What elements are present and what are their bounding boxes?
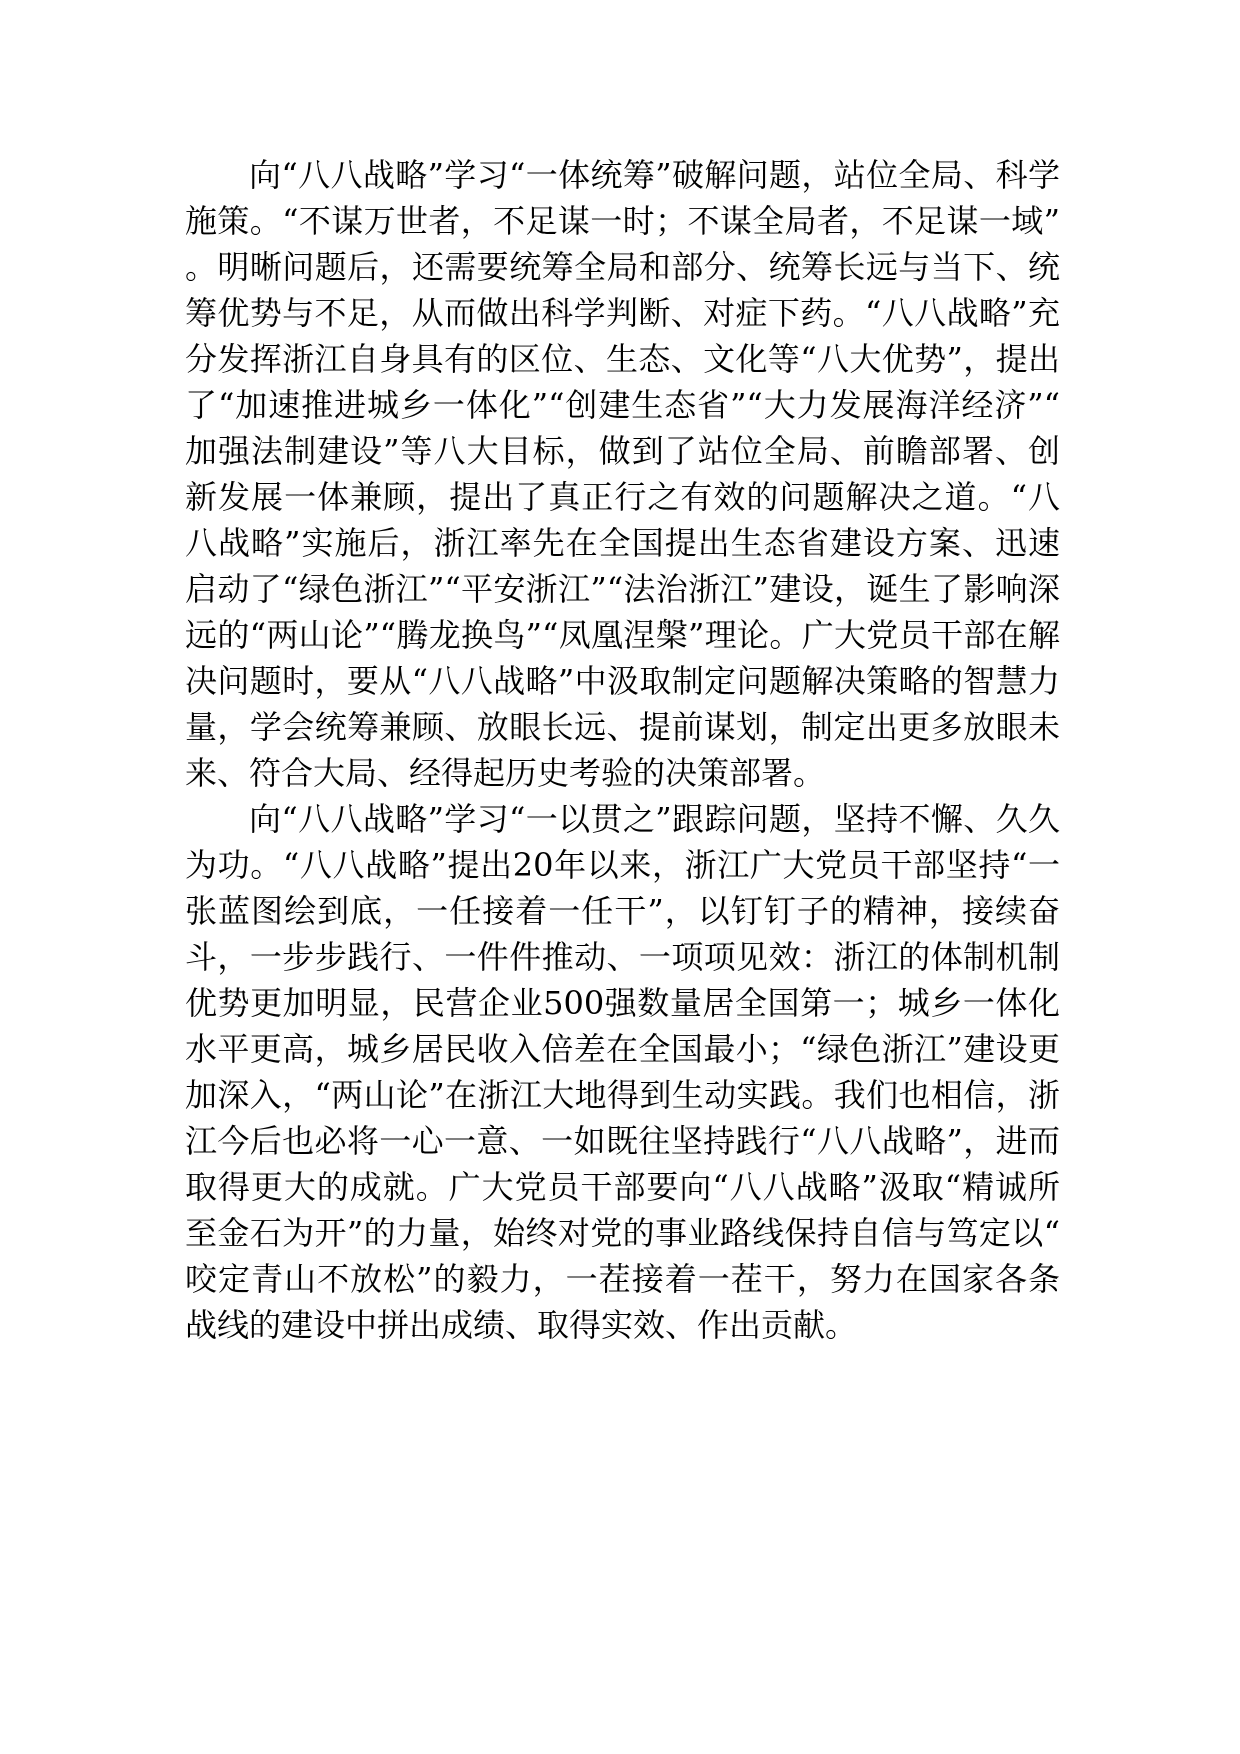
document-body: [185, 152, 1060, 1348]
paragraph-yiti-tongchou: 向“八八战略”学习“一体统筹”破解问题，站位全局、科学施策。“不谋万世者，不足谋一时；不谋全局者，不足谋一域”。明晰问题后，还需要统筹全局和部分、统筹长远与当下、统筹优势与不足，从而做出科学判断、对症下药。“八八战略”充分发挥浙江自身具有的区位、生态、文化等“八大优势”，提出了“加速推进城乡一体化”“创建生态省”“大力发展海洋经济”“加强法制建设”等八大目标，做到了站位全局、前瞻部署、创新发展一体兼顾，提出了真正行之有效的问题解决之道。“八八战略”实施后，浙江率先在全国提出生态省建设方案、迅速启动了“绿色浙江”“平安浙江”“法治浙江”建设，诞生了影响深远的“两山论”“腾龙换鸟”“凤凰涅槃”理论。广大党员干部在解决问题时，要从“八八战略”中汲取制定问题解决策略的智慧力量，学会统筹兼顾、放眼长远、提前谋划，制定出更多放眼未来、符合大局、经得起历史考验的决策部署。: [185, 156, 1060, 792]
paragraph-yiyi-guanzhi: 向“八八战略”学习“一以贯之”跟踪问题，坚持不懈、久久为功。“八八战略”提出20年以来，浙江广大党员干部坚持“一张蓝图绘到底，一任接着一任干”，以钉钉子的精神，接续奋斗，一步步践行、一件件推动、一项项见效：浙江的体制机制优势更加明显，民营企业500强数量居全国第一；城乡一体化水平更高，城乡居民收入倍差在全国最小；“绿色浙江”建设更加深入，“两山论”在浙江大地得到生动实践。我们也相信，浙江今后也必将一心一意、一如既往坚持践行“八八战略”，进而取得更大的成就。广大党员干部要向“八八战略”汲取“精诚所至金石为开”的力量，始终对党的事业路线保持自信与笃定以“咬定青山不放松”的毅力，一茬接着一茬干，努力在国家各条战线的建设中拼出成绩、取得实效、作出贡献。: [185, 800, 1060, 1344]
